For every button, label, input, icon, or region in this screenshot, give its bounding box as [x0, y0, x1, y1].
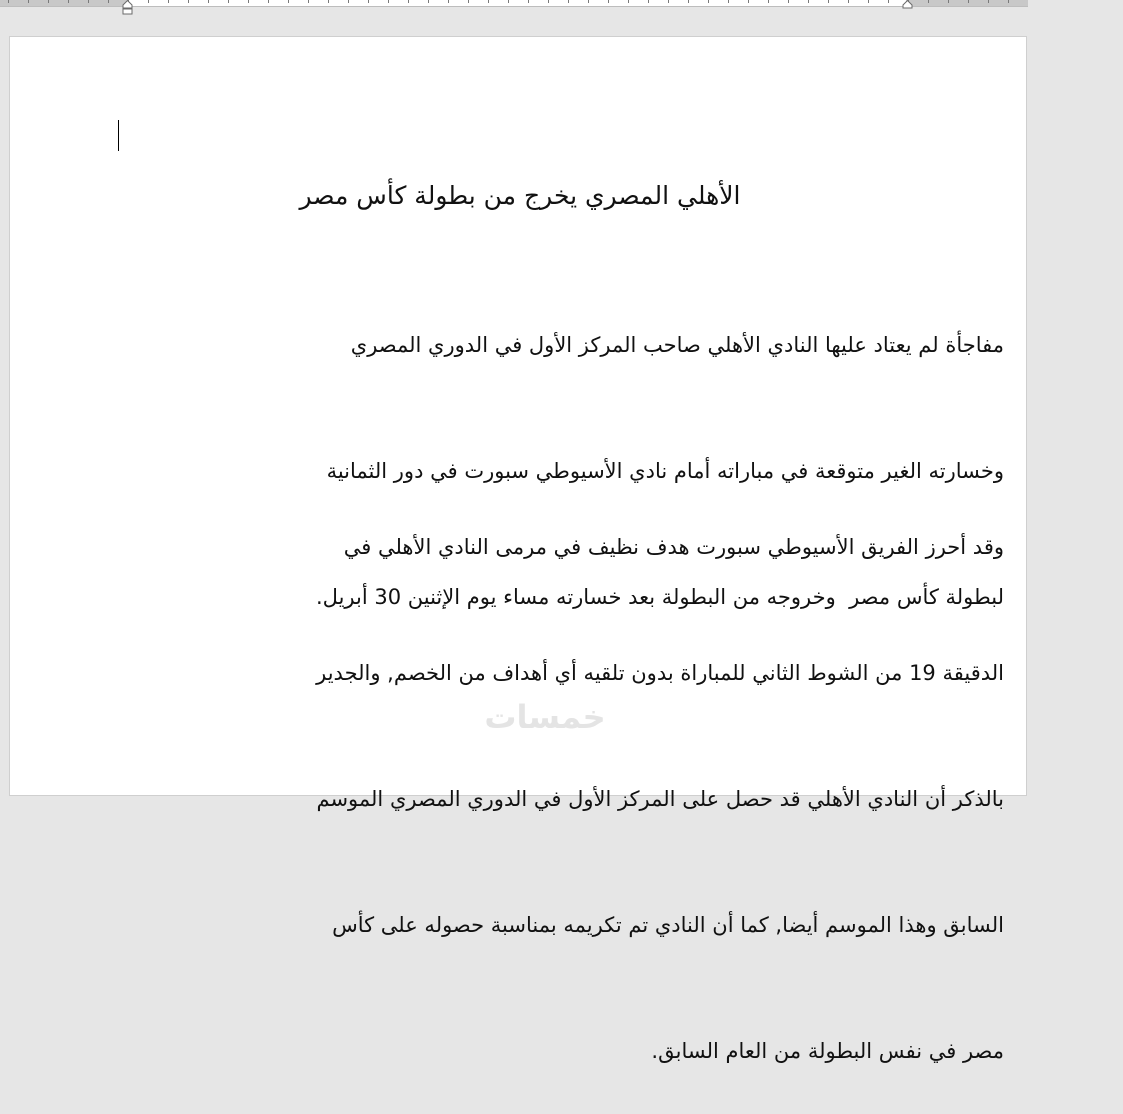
- ruler-tick: [768, 0, 769, 3]
- ruler-tick: [328, 0, 329, 3]
- ruler-tick: [828, 0, 829, 3]
- ruler-tick: [188, 0, 189, 3]
- paragraph-2[interactable]: [214, 442, 1004, 1114]
- ruler-tick: [348, 0, 349, 3]
- ruler-tick: [748, 0, 749, 3]
- paragraph-line: مفاجأة لم يعتاد عليها النادي الأهلي صاحب المركز الأول في الدوري المصري: [350, 333, 1004, 357]
- ruler-tick: [8, 0, 9, 3]
- ruler-tick: [68, 0, 69, 3]
- ruler-tick: [48, 0, 49, 3]
- right-indent-marker-icon[interactable]: [902, 0, 912, 10]
- paragraph-line: السابق وهذا الموسم أيضا, كما أن النادي تم تكريمه بمناسبة حصوله على كأس: [332, 913, 1004, 937]
- ruler-tick: [208, 0, 209, 3]
- paragraph-line: وخسارته الغير متوقعة في مباراته أمام نادي الأسيوطي سبورت في دور الثمانية: [326, 459, 1004, 483]
- paragraph-line: وقد أحرز الفريق الأسيوطي سبورت هدف نظيف في مرمى النادي الأهلي في: [343, 535, 1004, 559]
- ruler-tick: [228, 0, 229, 3]
- left-indent-marker-icon[interactable]: [122, 0, 132, 10]
- document-title[interactable]: الأهلي المصري يخرج من بطولة كأس مصر: [299, 181, 741, 210]
- ruler-tick: [728, 0, 729, 3]
- ruler-tick: [888, 0, 889, 3]
- ruler-tick: [928, 0, 929, 3]
- ruler-tick: [608, 0, 609, 3]
- ruler-right-margin: [906, 0, 1028, 6]
- paragraph-line: مصر في نفس البطولة من العام السابق.: [651, 1039, 1004, 1063]
- ruler-tick: [528, 0, 529, 3]
- workspace-background: [1028, 0, 1123, 788]
- watermark-logo: خمسات: [484, 698, 606, 736]
- ruler-tick: [668, 0, 669, 3]
- ruler-tick: [688, 0, 689, 3]
- ruler-tick: [448, 0, 449, 3]
- paragraph-line: الدقيقة 19 من الشوط الثاني للمباراة بدون تلقيه أي أهداف من الخصم, والجدير: [316, 661, 1004, 685]
- ruler-tick: [988, 0, 989, 3]
- ruler-tick: [588, 0, 589, 3]
- ruler-tick: [408, 0, 409, 3]
- ruler-tick: [968, 0, 969, 3]
- ruler-tick: [368, 0, 369, 3]
- ruler-tick: [948, 0, 949, 3]
- ruler-tick: [428, 0, 429, 3]
- ruler-tick: [648, 0, 649, 3]
- ruler-tick: [848, 0, 849, 3]
- ruler-tick: [148, 0, 149, 3]
- ruler-tick: [1008, 0, 1009, 3]
- ruler-tick: [568, 0, 569, 3]
- text-cursor: [118, 120, 119, 151]
- ruler-tick: [28, 0, 29, 3]
- ruler-tick: [868, 0, 869, 3]
- ruler-tick: [388, 0, 389, 3]
- ruler-tick: [248, 0, 249, 3]
- ruler-tick: [268, 0, 269, 3]
- ruler-tick: [488, 0, 489, 3]
- ruler-tick: [288, 0, 289, 3]
- ruler-tick: [88, 0, 89, 3]
- horizontal-ruler[interactable]: [0, 0, 1028, 7]
- ruler-tick: [788, 0, 789, 3]
- ruler-tick: [468, 0, 469, 3]
- paragraph-line: لبطولة كأس مصر وخروجه من البطولة بعد خسارته مساء يوم الإثنين 30 أبريل.: [315, 585, 1004, 609]
- ruler-tick: [508, 0, 509, 3]
- ruler-tick: [808, 0, 809, 3]
- ruler-tick: [708, 0, 709, 3]
- ruler-tick: [168, 0, 169, 3]
- ruler-tick: [108, 0, 109, 3]
- paragraph-line: بالذكر أن النادي الأهلي قد حصل على المركز الأول في الدوري المصري الموسم: [316, 787, 1004, 811]
- ruler-tick: [308, 0, 309, 3]
- ruler-tick: [628, 0, 629, 3]
- ruler-tick: [548, 0, 549, 3]
